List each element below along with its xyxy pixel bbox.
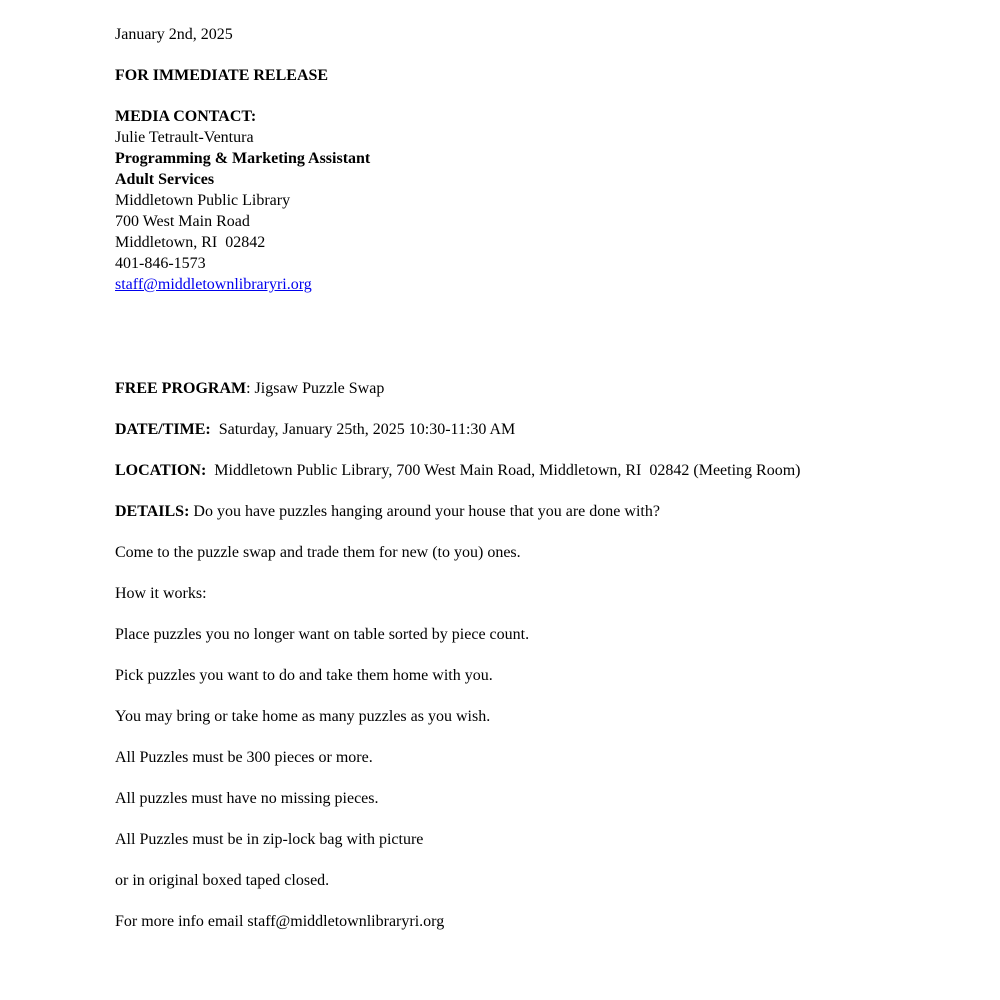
contact-department: Adult Services bbox=[115, 171, 215, 188]
free-program-value: : Jigsaw Puzzle Swap bbox=[246, 380, 385, 397]
body-paragraph: Place puzzles you no longer want on table sorted by piece count. bbox=[115, 626, 530, 643]
media-contact-block bbox=[115, 106, 843, 295]
body-paragraph: Come to the puzzle swap and trade them for new (to you) ones. bbox=[115, 544, 521, 561]
press-release-document bbox=[115, 24, 843, 932]
location-line bbox=[115, 460, 843, 481]
date-line: January 2nd, 2025 bbox=[115, 26, 233, 43]
details-label: DETAILS: bbox=[115, 503, 190, 520]
contact-organization: Middletown Public Library bbox=[115, 192, 291, 209]
body-paragraph: Pick puzzles you want to do and take them home with you. bbox=[115, 667, 493, 684]
details-value: Do you have puzzles hanging around your house that you are done with? bbox=[189, 503, 660, 520]
location-value: Middletown Public Library, 700 West Main Road, Middletown, RI 02842 (Meeting Room) bbox=[206, 462, 801, 479]
body-paragraph: All puzzles must have no missing pieces. bbox=[115, 790, 379, 807]
body-paragraph: All Puzzles must be in zip-lock bag with picture bbox=[115, 831, 424, 848]
media-contact-heading: MEDIA CONTACT: bbox=[115, 108, 257, 125]
body-paragraph: You may bring or take home as many puzzles as you wish. bbox=[115, 708, 491, 725]
contact-name: Julie Tetrault-Ventura bbox=[115, 129, 254, 146]
release-heading bbox=[115, 65, 843, 86]
body-paragraph: For more info email staff@middletownlibraryri.org bbox=[115, 913, 445, 930]
free-program-label: FREE PROGRAM bbox=[115, 380, 247, 397]
contact-phone: 401-846-1573 bbox=[115, 255, 206, 272]
contact-email-link[interactable]: staff@middletownlibraryri.org bbox=[115, 276, 312, 293]
body-paragraph: How it works: bbox=[115, 585, 207, 602]
free-program-line bbox=[115, 378, 843, 399]
contact-address-street: 700 West Main Road bbox=[115, 213, 250, 230]
contact-address-city: Middletown, RI 02842 bbox=[115, 234, 266, 251]
location-label: LOCATION: bbox=[115, 462, 207, 479]
body-paragraph: All Puzzles must be 300 pieces or more. bbox=[115, 749, 373, 766]
datetime-label: DATE/TIME: bbox=[115, 421, 211, 438]
body-paragraph: or in original boxed taped closed. bbox=[115, 872, 330, 889]
details-line bbox=[115, 501, 843, 522]
datetime-value: Saturday, January 25th, 2025 10:30-11:30 AM bbox=[210, 421, 516, 438]
release-heading-text: FOR IMMEDIATE RELEASE bbox=[115, 67, 329, 84]
datetime-line bbox=[115, 419, 843, 440]
contact-job-title: Programming & Marketing Assistant bbox=[115, 150, 371, 167]
contact-email-line bbox=[115, 274, 843, 295]
